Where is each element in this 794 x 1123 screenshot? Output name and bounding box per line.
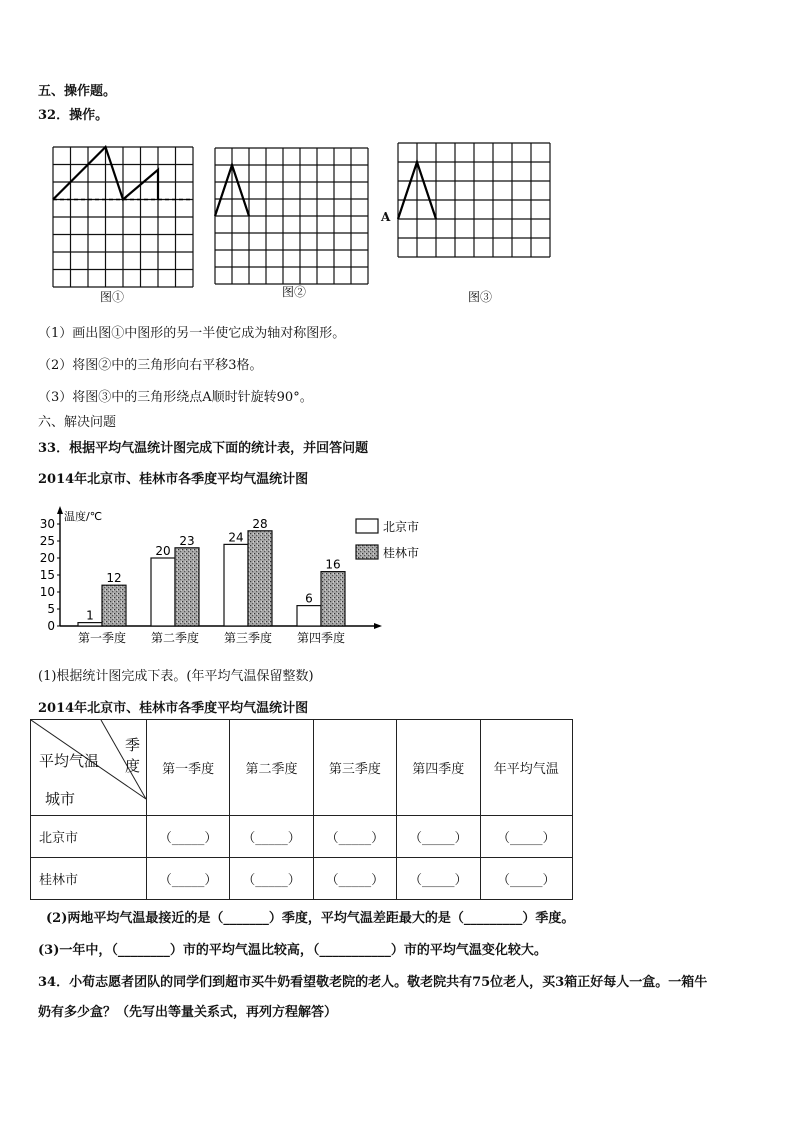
fig-label-1: 图①: [100, 290, 125, 304]
bar-value-label: 12: [106, 571, 122, 586]
q33-sub1: (1)根据统计图完成下表。(年平均气温保留整数): [38, 669, 314, 684]
answer-blank[interactable]: （_____）: [397, 858, 480, 900]
bar-value-label: 23: [179, 533, 195, 548]
bar-value-label: 28: [252, 516, 268, 531]
legend-label: 桂林市: [383, 546, 420, 560]
answer-blank[interactable]: （_____）: [480, 816, 573, 858]
bar: [151, 558, 175, 626]
y-tick-label: 20: [39, 551, 55, 565]
fig-label-3: 图③: [468, 290, 493, 304]
y-tick-label: 5: [47, 602, 55, 616]
x-category-label: 第三季度: [223, 631, 273, 645]
q34-line2: 奶有多少盒？（先写出等量关系式，再列方程解答）: [38, 1005, 338, 1020]
legend-swatch: [356, 519, 378, 533]
legend-swatch: [356, 545, 378, 559]
grid-figures: [0, 0, 794, 310]
table-row: [31, 816, 573, 858]
bar: [248, 531, 272, 626]
answer-blank[interactable]: （_____）: [230, 816, 313, 858]
point-a-label: A: [381, 210, 391, 224]
answer-blank[interactable]: （_____）: [480, 858, 573, 900]
section5-title: 五、操作题。: [38, 84, 117, 99]
table-caption: 2014年北京市、桂林市各季度平均气温统计图: [38, 701, 309, 716]
city-guilin: 桂林市: [31, 858, 147, 900]
bar: [224, 544, 248, 626]
answer-blank[interactable]: （_____）: [147, 858, 230, 900]
x-axis-arrow: [374, 623, 382, 629]
q32-item-1: （1）画出图①中图形的另一半使它成为轴对称图形。: [38, 326, 346, 341]
grid-figure-2: [215, 148, 368, 284]
bar-value-label: 16: [325, 557, 341, 572]
table-corner-cell: [31, 720, 147, 816]
y-tick-label: 25: [39, 534, 55, 548]
q33-title: 33．根据平均气温统计图完成下面的统计表，并回答问题: [38, 441, 369, 456]
bar: [175, 548, 199, 626]
y-tick-label: 15: [39, 568, 55, 582]
x-category-label: 第一季度: [77, 631, 127, 645]
header-annual: 年平均气温: [480, 720, 573, 816]
q32-title: 32．操作。: [38, 108, 109, 123]
grid-figure-1: [53, 147, 193, 287]
city-beijing: 北京市: [31, 816, 147, 858]
q32-item-3: （3）将图③中的三角形绕点A顺时针旋转90°。: [38, 390, 313, 405]
corner-season-label: 季度: [124, 736, 140, 775]
answer-blank[interactable]: （_____）: [147, 816, 230, 858]
bar: [297, 606, 321, 626]
q33-sub2: (2)两地平均气温最接近的是（_______）季度，平均气温差距最大的是（_________）季度。: [46, 911, 575, 926]
answer-blank[interactable]: （_____）: [230, 858, 313, 900]
y-tick-label: 30: [39, 517, 55, 531]
bar: [102, 585, 126, 626]
y-tick-label: 0: [47, 619, 55, 633]
corner-city-label: 城市: [45, 790, 76, 808]
stat-table: [30, 719, 573, 900]
y-tick-label: 10: [39, 585, 55, 599]
answer-blank[interactable]: （_____）: [313, 858, 396, 900]
header-q2: 第二季度: [230, 720, 313, 816]
header-q1: 第一季度: [147, 720, 230, 816]
fig-label-2: 图②: [282, 285, 307, 299]
header-q4: 第四季度: [397, 720, 480, 816]
chart-caption: 2014年北京市、桂林市各季度平均气温统计图: [38, 472, 309, 487]
legend-label: 北京市: [383, 520, 420, 534]
table-row: [31, 858, 573, 900]
q32-item-2: （2）将图②中的三角形向右平移3格。: [38, 358, 263, 373]
answer-blank[interactable]: （_____）: [397, 816, 480, 858]
grid-figure-3: [398, 143, 550, 257]
q33-sub3: (3)一年中，（________）市的平均气温比较高，（___________）市的平均气温变化较大。: [38, 943, 547, 958]
bar-chart: [30, 493, 470, 648]
answer-blank[interactable]: （_____）: [313, 816, 396, 858]
bar: [321, 572, 345, 626]
bar-value-label: 24: [228, 530, 244, 545]
section6-title: 六、解决问题: [38, 415, 117, 430]
x-category-label: 第二季度: [150, 631, 200, 645]
bar-value-label: 6: [305, 591, 313, 606]
y-axis-arrow: [57, 506, 63, 514]
y-axis-label: 温度/℃: [64, 510, 103, 523]
bar-value-label: 20: [155, 544, 171, 558]
corner-temp-label: 平均气温: [39, 752, 100, 770]
x-category-label: 第四季度: [296, 631, 346, 645]
q34-line1: 34．小荀志愿者团队的同学们到超市买牛奶看望敬老院的老人。敬老院共有75位老人，买3箱正好每人一盒。一箱牛: [38, 975, 708, 990]
header-q3: 第三季度: [313, 720, 396, 816]
bar: [78, 623, 102, 626]
bar-value-label: 1: [86, 608, 94, 623]
